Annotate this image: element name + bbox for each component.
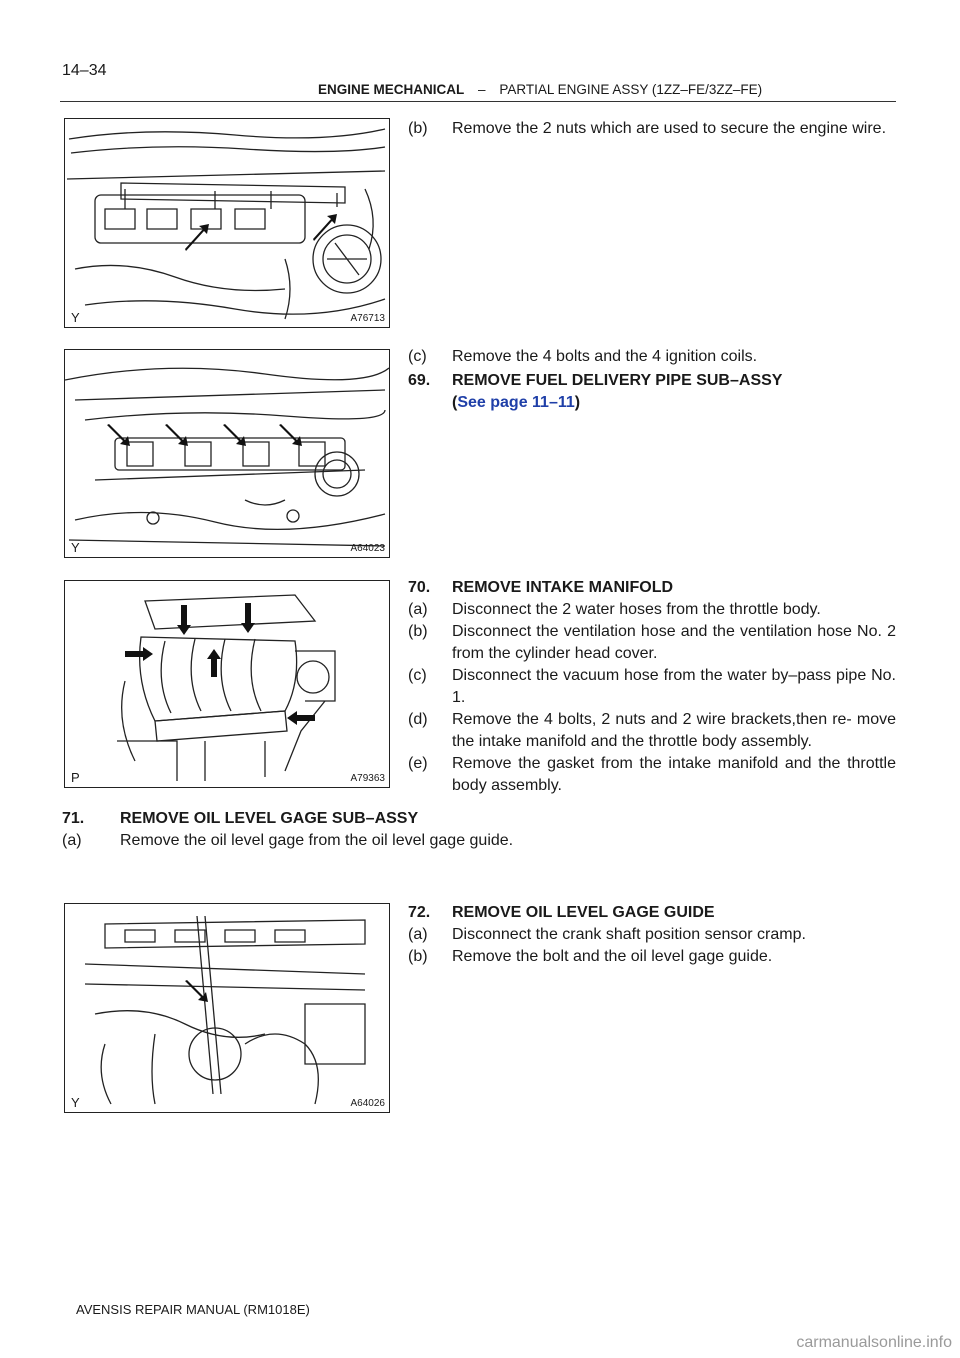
figure-letter: P (71, 770, 80, 785)
step-label: (c) (408, 667, 427, 684)
step-label: (b) (408, 120, 428, 137)
step-title: REMOVE FUEL DELIVERY PIPE SUB–ASSY (452, 372, 783, 389)
step-text: Remove the 4 bolts, 2 nuts and 2 wire brackets,then re- move the intake manifold and the throttle body assembly. (452, 711, 896, 750)
figure-code: A76713 (350, 313, 385, 324)
page-number: 14–34 (62, 62, 107, 79)
step-text: Remove the 4 bolts and the 4 ignition coils. (452, 348, 758, 365)
arrow-group (185, 980, 208, 1002)
step-title: REMOVE OIL LEVEL GAGE GUIDE (452, 904, 715, 921)
step-number: 69. (408, 372, 431, 389)
step-label: (e) (408, 755, 428, 772)
step-68c (408, 346, 896, 368)
arrow-group (107, 424, 302, 446)
step-label: (a) (408, 601, 428, 618)
step-text: Disconnect the 2 water hoses from the throttle body. (452, 601, 821, 618)
step-label: (d) (408, 711, 428, 728)
header-separator: – (478, 82, 486, 97)
subsection-title: PARTIAL ENGINE ASSY (1ZZ–FE/3ZZ–FE) (499, 82, 763, 97)
step-text: Disconnect the vacuum hose from the water by–pass pipe No. 1. (452, 667, 896, 706)
ignition-coils-illustration (65, 350, 389, 557)
step-text: Remove the gasket from the intake manifold and the throttle body assembly. (452, 755, 896, 794)
step-label: (b) (408, 948, 428, 965)
engine-wire-illustration (65, 119, 389, 327)
step-72 (408, 902, 896, 968)
watermark: carmanualsonline.info (796, 1334, 952, 1351)
section-title: ENGINE MECHANICAL (318, 82, 465, 97)
ref-open: ( (452, 394, 458, 411)
step-text: Disconnect the ventilation hose and the ventilation hose No. 2 from the cylinder head cover. (452, 623, 896, 662)
step-70 (408, 577, 896, 797)
step-71 (62, 808, 896, 852)
step-69 (408, 370, 896, 414)
step-text: Remove the 2 nuts which are used to secure the engine wire. (452, 120, 887, 137)
page-reference (452, 392, 580, 414)
step-text: Disconnect the crank shaft position sensor cramp. (452, 926, 806, 943)
header-rule (60, 101, 896, 102)
step-text: Remove the bolt and the oil level gage guide. (452, 948, 773, 965)
intake-manifold-illustration (65, 581, 389, 787)
figure-letter: Y (71, 540, 80, 555)
step-number: 72. (408, 904, 431, 921)
step-label: (a) (62, 832, 82, 849)
oil-gage-illustration (65, 904, 389, 1112)
figure-code: A64023 (350, 543, 385, 554)
figure-letter: Y (71, 1095, 80, 1110)
step-label: (b) (408, 623, 428, 640)
step-68b (408, 118, 896, 140)
step-number: 70. (408, 579, 431, 596)
step-number: 71. (62, 810, 85, 827)
step-title: REMOVE INTAKE MANIFOLD (452, 579, 674, 596)
page-footer: AVENSIS REPAIR MANUAL (RM1018E) (76, 1302, 310, 1317)
arrow-group (185, 214, 337, 251)
figure-intake-manifold (64, 580, 390, 788)
figure-oil-level-gage-guide (64, 903, 390, 1113)
running-header (318, 82, 762, 97)
see-page-link[interactable]: See page 11–11 (457, 394, 575, 411)
step-text: Remove the oil level gage from the oil level gage guide. (120, 832, 514, 849)
figure-letter: Y (71, 310, 80, 325)
figure-engine-wire-nuts (64, 118, 390, 328)
step-label: (c) (408, 348, 427, 365)
ref-close: ) (574, 394, 581, 411)
figure-ignition-coils (64, 349, 390, 558)
figure-code: A64026 (350, 1098, 385, 1109)
step-title: REMOVE OIL LEVEL GAGE SUB–ASSY (120, 810, 419, 827)
figure-code: A79363 (350, 773, 385, 784)
step-label: (a) (408, 926, 428, 943)
